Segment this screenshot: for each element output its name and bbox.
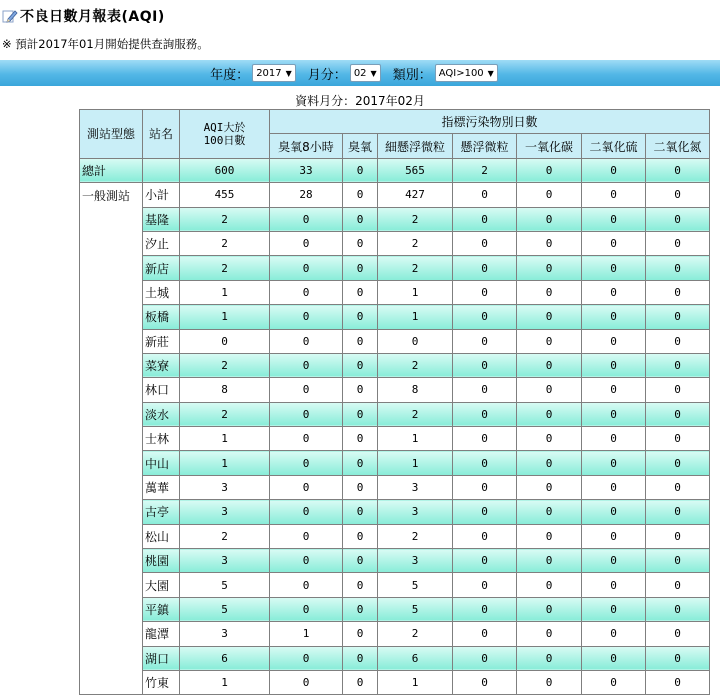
- value-cell: 0: [582, 524, 646, 548]
- value-cell: 0: [517, 280, 582, 304]
- value-cell: 2: [378, 207, 453, 231]
- value-cell: 0: [343, 646, 378, 670]
- value-cell: 0: [270, 597, 343, 621]
- value-cell: 0: [343, 256, 378, 280]
- value-cell: 0: [646, 500, 710, 524]
- value-cell: 2: [180, 402, 270, 426]
- category-select-value: AQI>100: [438, 67, 484, 79]
- value-cell: 0: [646, 207, 710, 231]
- category-select[interactable]: [435, 64, 498, 82]
- total-value: 0: [517, 158, 582, 182]
- value-cell: 0: [517, 207, 582, 231]
- station-type-cell: 一般測站: [80, 183, 143, 695]
- value-cell: 0: [270, 646, 343, 670]
- value-cell: 3: [378, 549, 453, 573]
- header-station-type: 測站型態: [80, 110, 143, 159]
- value-cell: 1: [180, 427, 270, 451]
- header-aqi-days: [180, 110, 270, 159]
- value-cell: 1: [180, 305, 270, 329]
- value-cell: 3: [378, 475, 453, 499]
- value-cell: 0: [582, 451, 646, 475]
- value-cell: 0: [343, 207, 378, 231]
- table-row: [80, 573, 710, 597]
- value-cell: 0: [646, 256, 710, 280]
- value-cell: 0: [646, 573, 710, 597]
- value-cell: 0: [646, 475, 710, 499]
- value-cell: 0: [646, 378, 710, 402]
- value-cell: 0: [270, 378, 343, 402]
- station-name-cell: 大園: [143, 573, 180, 597]
- month-select[interactable]: [350, 64, 381, 82]
- value-cell: 2: [378, 524, 453, 548]
- table-row: [80, 305, 710, 329]
- value-cell: 0: [453, 670, 517, 694]
- table-row: [80, 256, 710, 280]
- table-row: [80, 549, 710, 573]
- value-cell: 0: [270, 475, 343, 499]
- value-cell: 0: [582, 329, 646, 353]
- value-cell: 0: [517, 670, 582, 694]
- value-cell: 0: [646, 305, 710, 329]
- value-cell: 0: [646, 622, 710, 646]
- chevron-down-icon: ▼: [487, 68, 494, 78]
- value-cell: 0: [453, 402, 517, 426]
- table-row: [80, 524, 710, 548]
- table-row: [80, 329, 710, 353]
- station-name-cell: 板橋: [143, 305, 180, 329]
- header-pollutant: 細懸浮微粒: [378, 134, 453, 158]
- value-cell: 0: [582, 597, 646, 621]
- total-value: 33: [270, 158, 343, 182]
- header-pollutant: 一氧化碳: [517, 134, 582, 158]
- header-aqi-days-line2: 100日數: [203, 133, 246, 147]
- value-cell: 2: [378, 353, 453, 377]
- report-table: [79, 109, 710, 695]
- value-cell: 0: [343, 451, 378, 475]
- value-cell: 0: [646, 597, 710, 621]
- station-name-cell: 汐止: [143, 231, 180, 255]
- value-cell: 0: [646, 670, 710, 694]
- value-cell: 0: [582, 183, 646, 207]
- header-station: 站名: [143, 110, 180, 159]
- value-cell: 0: [343, 427, 378, 451]
- chevron-down-icon: ▼: [285, 68, 292, 78]
- value-cell: 0: [453, 329, 517, 353]
- value-cell: 0: [517, 524, 582, 548]
- table-row: [80, 427, 710, 451]
- value-cell: 0: [646, 451, 710, 475]
- chevron-down-icon: ▼: [370, 68, 377, 78]
- station-name-cell: 平鎮: [143, 597, 180, 621]
- table-row: [80, 353, 710, 377]
- total-label: 總計: [80, 158, 143, 182]
- category-label: 類別：: [392, 67, 432, 83]
- value-cell: 0: [582, 256, 646, 280]
- header-pollutant-group: 指標污染物別日數: [270, 110, 710, 134]
- value-cell: 2: [180, 353, 270, 377]
- data-month: 資料月分：2017年02月: [295, 94, 425, 108]
- value-cell: 0: [517, 622, 582, 646]
- total-value: 0: [343, 158, 378, 182]
- value-cell: 0: [343, 231, 378, 255]
- value-cell: 0: [453, 524, 517, 548]
- value-cell: 0: [270, 670, 343, 694]
- value-cell: 0: [582, 646, 646, 670]
- table-row: [80, 597, 710, 621]
- header-pollutant: 臭氧8小時: [270, 134, 343, 158]
- value-cell: 0: [453, 597, 517, 621]
- table-row: [80, 231, 710, 255]
- value-cell: 0: [270, 280, 343, 304]
- page-header: [2, 6, 165, 26]
- month-select-value: 02: [353, 67, 367, 79]
- station-name-cell: 湖口: [143, 646, 180, 670]
- value-cell: 8: [378, 378, 453, 402]
- station-name-cell: 新店: [143, 256, 180, 280]
- table-row: [80, 670, 710, 694]
- value-cell: 0: [270, 451, 343, 475]
- station-name-cell: 萬華: [143, 475, 180, 499]
- service-note: ※ 預計2017年01月開始提供查詢服務。: [2, 37, 209, 51]
- value-cell: 0: [517, 573, 582, 597]
- value-cell: 0: [646, 549, 710, 573]
- table-row-total: [80, 158, 710, 182]
- value-cell: 0: [453, 549, 517, 573]
- value-cell: 2: [180, 256, 270, 280]
- station-name-cell: 士林: [143, 427, 180, 451]
- value-cell: 5: [180, 573, 270, 597]
- station-name-cell: 松山: [143, 524, 180, 548]
- value-cell: 1: [378, 305, 453, 329]
- station-name-cell: 竹東: [143, 670, 180, 694]
- value-cell: 5: [378, 597, 453, 621]
- total-value: 600: [180, 158, 270, 182]
- value-cell: 0: [453, 427, 517, 451]
- value-cell: 0: [517, 305, 582, 329]
- value-cell: 0: [646, 280, 710, 304]
- value-cell: 0: [453, 500, 517, 524]
- value-cell: 2: [180, 231, 270, 255]
- value-cell: 6: [180, 646, 270, 670]
- value-cell: 0: [270, 524, 343, 548]
- value-cell: 0: [582, 549, 646, 573]
- value-cell: 0: [453, 573, 517, 597]
- table-row: [80, 500, 710, 524]
- value-cell: 0: [517, 451, 582, 475]
- value-cell: 0: [517, 378, 582, 402]
- station-name-cell: 菜寮: [143, 353, 180, 377]
- value-cell: 5: [180, 597, 270, 621]
- table-row: [80, 378, 710, 402]
- value-cell: 0: [582, 305, 646, 329]
- value-cell: 0: [270, 231, 343, 255]
- total-value: 0: [646, 158, 710, 182]
- value-cell: 0: [517, 256, 582, 280]
- year-select[interactable]: [252, 64, 296, 82]
- value-cell: 0: [517, 402, 582, 426]
- header-pollutant: 二氧化硫: [582, 134, 646, 158]
- value-cell: 0: [453, 231, 517, 255]
- value-cell: 0: [582, 475, 646, 499]
- value-cell: 0: [517, 646, 582, 670]
- total-value: 0: [582, 158, 646, 182]
- value-cell: 3: [378, 500, 453, 524]
- value-cell: 0: [517, 549, 582, 573]
- value-cell: 0: [270, 305, 343, 329]
- value-cell: 0: [343, 524, 378, 548]
- value-cell: 0: [582, 378, 646, 402]
- value-cell: 427: [378, 183, 453, 207]
- table-row: [80, 475, 710, 499]
- value-cell: 0: [517, 353, 582, 377]
- header-pollutant: 臭氧: [343, 134, 378, 158]
- total-station: [143, 158, 180, 182]
- value-cell: 0: [270, 573, 343, 597]
- value-cell: 0: [582, 500, 646, 524]
- value-cell: 0: [453, 451, 517, 475]
- value-cell: 0: [453, 646, 517, 670]
- value-cell: 0: [517, 500, 582, 524]
- value-cell: 0: [646, 524, 710, 548]
- value-cell: 0: [582, 573, 646, 597]
- value-cell: 0: [453, 622, 517, 646]
- value-cell: 0: [453, 183, 517, 207]
- year-select-value: 2017: [256, 67, 282, 79]
- value-cell: 3: [180, 622, 270, 646]
- total-value: 565: [378, 158, 453, 182]
- value-cell: 0: [270, 256, 343, 280]
- station-name-cell: 土城: [143, 280, 180, 304]
- value-cell: 0: [343, 329, 378, 353]
- value-cell: 0: [343, 353, 378, 377]
- total-value: 2: [453, 158, 517, 182]
- value-cell: 1: [378, 451, 453, 475]
- value-cell: 0: [517, 475, 582, 499]
- value-cell: 0: [646, 646, 710, 670]
- table-row: [80, 280, 710, 304]
- value-cell: 28: [270, 183, 343, 207]
- value-cell: 0: [582, 622, 646, 646]
- station-name-cell: 中山: [143, 451, 180, 475]
- value-cell: 2: [378, 256, 453, 280]
- value-cell: 0: [582, 353, 646, 377]
- value-cell: 0: [270, 402, 343, 426]
- value-cell: 0: [453, 280, 517, 304]
- value-cell: 2: [378, 231, 453, 255]
- table-row: [80, 451, 710, 475]
- value-cell: 5: [378, 573, 453, 597]
- value-cell: 2: [180, 207, 270, 231]
- value-cell: 0: [517, 427, 582, 451]
- value-cell: 1: [378, 427, 453, 451]
- header-pollutant: 二氧化氮: [646, 134, 710, 158]
- value-cell: 0: [646, 231, 710, 255]
- value-cell: 0: [582, 280, 646, 304]
- value-cell: 0: [270, 427, 343, 451]
- value-cell: 0: [343, 305, 378, 329]
- value-cell: 0: [378, 329, 453, 353]
- header-aqi-days-line1: AQI大於: [203, 120, 246, 134]
- value-cell: 2: [378, 402, 453, 426]
- value-cell: 8: [180, 378, 270, 402]
- value-cell: 0: [343, 183, 378, 207]
- table-row: [80, 622, 710, 646]
- value-cell: 0: [270, 329, 343, 353]
- page-title: 不良日數月報表(AQI): [20, 9, 165, 25]
- value-cell: 455: [180, 183, 270, 207]
- table-row: [80, 646, 710, 670]
- value-cell: 0: [453, 475, 517, 499]
- value-cell: 0: [343, 549, 378, 573]
- value-cell: 0: [343, 402, 378, 426]
- value-cell: 6: [378, 646, 453, 670]
- value-cell: 0: [343, 378, 378, 402]
- value-cell: 0: [343, 475, 378, 499]
- value-cell: 0: [453, 207, 517, 231]
- station-name-cell: 小計: [143, 183, 180, 207]
- value-cell: 0: [517, 231, 582, 255]
- value-cell: 0: [582, 402, 646, 426]
- month-label: 月分：: [307, 67, 347, 83]
- header-pollutant: 懸浮微粒: [453, 134, 517, 158]
- value-cell: 0: [646, 353, 710, 377]
- value-cell: 0: [343, 622, 378, 646]
- value-cell: 0: [453, 256, 517, 280]
- station-name-cell: 新莊: [143, 329, 180, 353]
- value-cell: 1: [180, 670, 270, 694]
- value-cell: 0: [343, 280, 378, 304]
- station-name-cell: 古亭: [143, 500, 180, 524]
- value-cell: 0: [646, 402, 710, 426]
- value-cell: 1: [378, 280, 453, 304]
- value-cell: 0: [453, 353, 517, 377]
- value-cell: 3: [180, 475, 270, 499]
- value-cell: 1: [270, 622, 343, 646]
- value-cell: 0: [582, 207, 646, 231]
- value-cell: 0: [646, 427, 710, 451]
- value-cell: 0: [343, 500, 378, 524]
- value-cell: 0: [453, 305, 517, 329]
- value-cell: 0: [270, 353, 343, 377]
- value-cell: 0: [582, 231, 646, 255]
- value-cell: 0: [517, 183, 582, 207]
- value-cell: 3: [180, 500, 270, 524]
- value-cell: 3: [180, 549, 270, 573]
- station-name-cell: 淡水: [143, 402, 180, 426]
- value-cell: 0: [453, 378, 517, 402]
- value-cell: 1: [378, 670, 453, 694]
- value-cell: 0: [343, 670, 378, 694]
- table-row: [80, 207, 710, 231]
- value-cell: 0: [343, 573, 378, 597]
- query-toolbar: [0, 60, 720, 86]
- value-cell: 0: [582, 670, 646, 694]
- table-row: [80, 183, 710, 207]
- value-cell: 0: [582, 427, 646, 451]
- value-cell: 0: [517, 329, 582, 353]
- value-cell: 0: [646, 183, 710, 207]
- year-label: 年度：: [210, 67, 250, 83]
- station-name-cell: 林口: [143, 378, 180, 402]
- station-name-cell: 基隆: [143, 207, 180, 231]
- value-cell: 0: [343, 597, 378, 621]
- value-cell: 2: [378, 622, 453, 646]
- value-cell: 0: [270, 207, 343, 231]
- value-cell: 0: [180, 329, 270, 353]
- value-cell: 0: [270, 549, 343, 573]
- value-cell: 0: [270, 500, 343, 524]
- value-cell: 0: [646, 329, 710, 353]
- value-cell: 0: [517, 597, 582, 621]
- table-row: [80, 402, 710, 426]
- pencil-icon: [2, 8, 18, 24]
- value-cell: 1: [180, 280, 270, 304]
- station-name-cell: 桃園: [143, 549, 180, 573]
- value-cell: 2: [180, 524, 270, 548]
- station-name-cell: 龍潭: [143, 622, 180, 646]
- value-cell: 1: [180, 451, 270, 475]
